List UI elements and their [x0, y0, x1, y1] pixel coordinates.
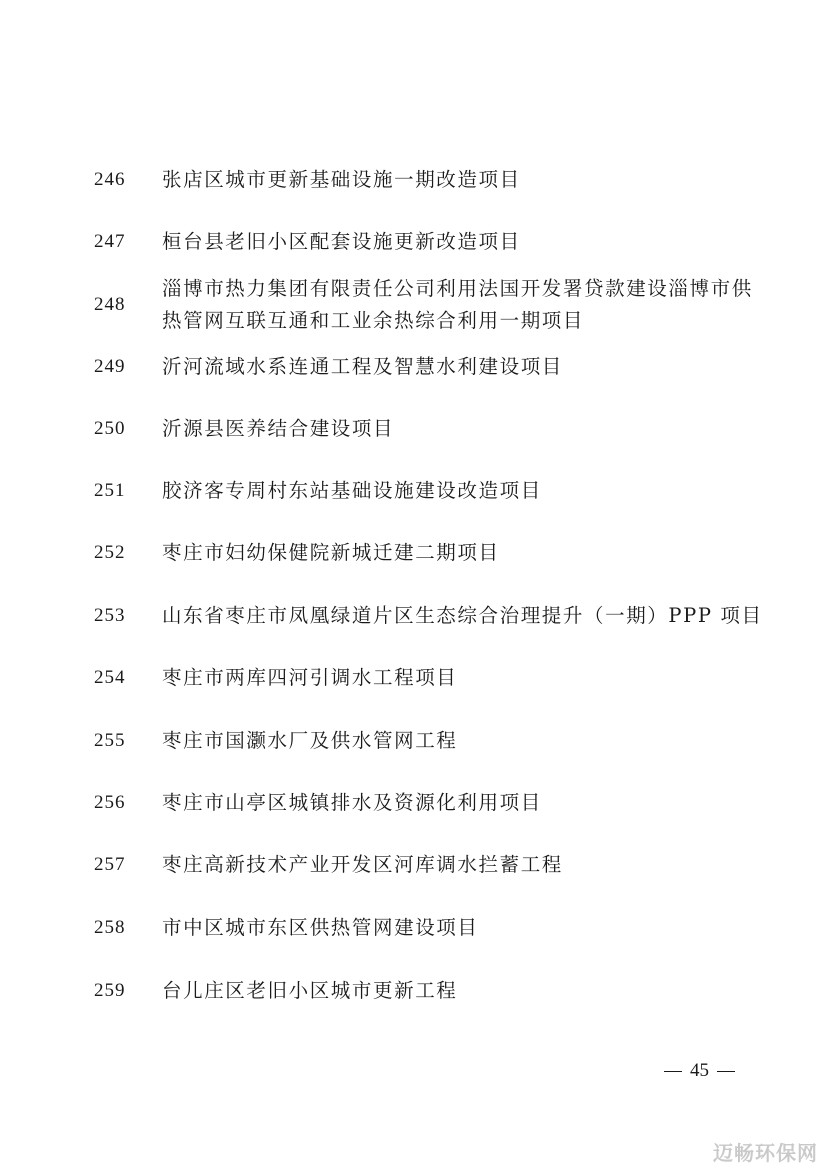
- list-item: [0, 409, 826, 449]
- item-title: 枣庄市妇幼保健院新城迁建二期项目: [162, 541, 500, 564]
- item-number: 252: [94, 542, 126, 563]
- list-item: [0, 222, 826, 262]
- item-title: 沂源县医养结合建设项目: [162, 417, 395, 440]
- item-title: 山东省枣庄市凤凰绿道片区生态综合治理提升（一期）PPP 项目: [162, 604, 763, 627]
- list-item: [0, 721, 826, 761]
- page-dash-right: [717, 1071, 735, 1072]
- item-title: 张店区城市更新基础设施一期改造项目: [162, 168, 521, 191]
- list-item: [0, 160, 826, 200]
- list-item: [0, 347, 826, 387]
- list-item: [0, 845, 826, 885]
- item-number: 255: [94, 730, 126, 751]
- item-number: 259: [94, 980, 126, 1001]
- list-item: [0, 273, 826, 337]
- watermark: 迈畅环保网: [713, 1141, 818, 1165]
- item-title: 市中区城市东区供热管网建设项目: [162, 916, 479, 939]
- item-title: 台儿庄区老旧小区城市更新工程: [162, 979, 458, 1002]
- item-number: 249: [94, 356, 126, 377]
- item-number: 246: [94, 169, 126, 190]
- list-item: [0, 908, 826, 948]
- item-title: 枣庄市国灏水厂及供水管网工程: [162, 729, 458, 752]
- page-number: [664, 1056, 735, 1086]
- page-dash-left: [664, 1071, 682, 1072]
- item-title: 淄博市热力集团有限责任公司利用法国开发署贷款建设淄博市供热管网互联互通和工业余热综合利用一期项目: [162, 277, 753, 332]
- item-number: 254: [94, 667, 126, 688]
- item-number: 248: [94, 294, 126, 315]
- page-number-value: 45: [690, 1060, 709, 1081]
- item-number: 256: [94, 792, 126, 813]
- list-item: [0, 533, 826, 573]
- item-number: 247: [94, 231, 126, 252]
- item-title: 枣庄市山亭区城镇排水及资源化利用项目: [162, 791, 542, 814]
- list-item: [0, 971, 826, 1011]
- list-item: [0, 783, 826, 823]
- list-item: [0, 471, 826, 511]
- item-title: 沂河流域水系连通工程及智慧水利建设项目: [162, 355, 563, 378]
- list-item: [0, 658, 826, 698]
- item-number: 258: [94, 917, 126, 938]
- item-number: 251: [94, 480, 126, 501]
- item-title: 枣庄高新技术产业开发区河库调水拦蓄工程: [162, 853, 563, 876]
- item-title: 桓台县老旧小区配套设施更新改造项目: [162, 230, 521, 253]
- item-title: 枣庄市两库四河引调水工程项目: [162, 666, 458, 689]
- item-number: 257: [94, 854, 126, 875]
- item-title: 胶济客专周村东站基础设施建设改造项目: [162, 479, 542, 502]
- item-number: 250: [94, 418, 126, 439]
- list-item: [0, 596, 826, 636]
- item-number: 253: [94, 605, 126, 626]
